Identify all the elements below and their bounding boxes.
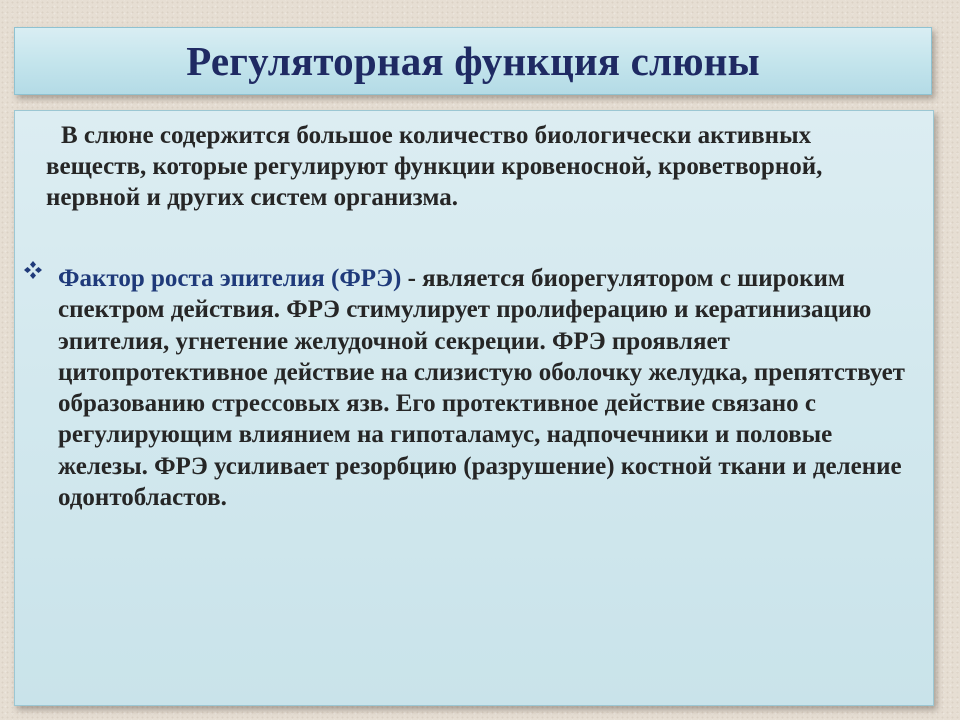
bullet-body: - является биорегулятором с широким спектром действия. ФРЭ стимулирует пролиферацию и кератинизацию эпителия, угнетение желудочной секреции. ФРЭ проявляет цитопротективное действие на слизистую оболочку желудка, препятствует образованию стрессовых язв. Его протективное действие связано с регулирующим влиянием на гипоталамус, надпочечники и половые железы. ФРЭ усиливает резорбцию (разрушение) костной ткани и деление одонтобластов.: [58, 265, 905, 512]
diamond-bullet-icon: [23, 260, 43, 280]
bullet-term: Фактор роста эпителия (ФРЭ): [58, 265, 402, 292]
slide-title: Регуляторная функция слюны: [186, 37, 760, 84]
bullet-item: [58, 263, 908, 513]
intro-paragraph: В слюне содержится большое количество биологически активных веществ, которые регулируют функции кровеносной, кроветворной, нервной и других систем организма.: [46, 122, 823, 211]
title-box: [14, 27, 932, 95]
